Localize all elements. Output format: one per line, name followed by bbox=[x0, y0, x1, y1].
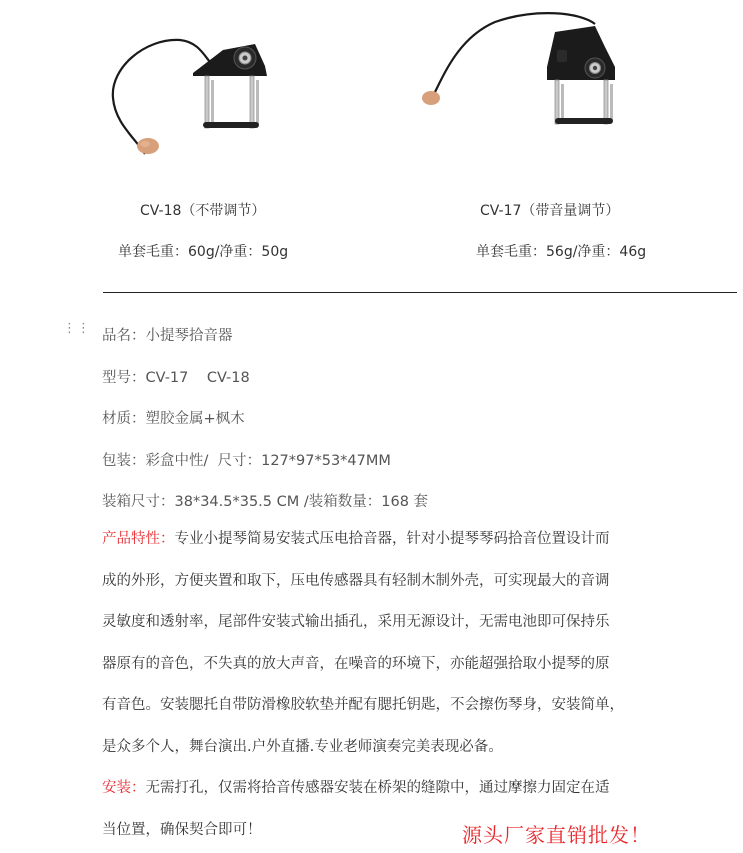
product-weight-cv17: 单套毛重：56g/净重：46g bbox=[476, 244, 647, 260]
features-label: 产品特性： bbox=[102, 531, 175, 547]
features-line-4: 器原有的音色，不失真的放大声音，在噪音的环境下，亦能超强拾取小提琴的原 bbox=[102, 655, 610, 672]
install-line-2: 当位置，确保契合即可！ bbox=[102, 821, 262, 838]
product-weight-cv18: 单套毛重：60g/净重：50g bbox=[118, 244, 289, 260]
install-line-1: 安装：无需打孔，仅需将拾音传感器安装在桥架的缝隙中，通过摩擦力固定在适 bbox=[102, 780, 610, 796]
slogan-text: 源头厂家直销批发！ bbox=[462, 823, 651, 847]
spec-packaging: 包装：彩盒中性/ 尺寸：127*97*53*47MM bbox=[102, 453, 391, 469]
features-line-6: 是众多个人，舞台演出.户外直播.专业老师演奏完美表现必备。 bbox=[102, 738, 503, 755]
install-label: 安装： bbox=[102, 780, 146, 796]
spec-material: 材质：塑胶金属+枫木 bbox=[102, 411, 245, 427]
spec-model: 型号：CV-17 CV-18 bbox=[102, 370, 250, 386]
features-line-5: 有音色。安装腮托自带防滑橡胶软垫并配有腮托钥匙，不会擦伤琴身，安装简单， bbox=[102, 697, 624, 713]
spec-carton: 装箱尺寸：38*34.5*35.5 CM /装箱数量：168 套 bbox=[102, 494, 429, 510]
product-image-cv17 bbox=[415, 12, 620, 132]
section-divider bbox=[103, 292, 737, 293]
features-paragraph bbox=[102, 519, 662, 768]
features-line-1: 产品特性：专业小提琴简易安装式压电拾音器，针对小提琴琴码拾音位置设计而 bbox=[102, 531, 610, 547]
product-image-cv18 bbox=[105, 28, 280, 158]
features-line-3: 灵敏度和透射率，尾部件安装式输出插孔，采用无源设计，无需电池即可保持乐 bbox=[102, 614, 610, 630]
product-caption-cv18: CV-18（不带调节） bbox=[140, 203, 266, 219]
features-line-2: 成的外形，方便夹置和取下，压电传感器具有轻制木制外壳，可实现最大的音调 bbox=[102, 572, 610, 589]
spec-product-name: 品名：小提琴拾音器 bbox=[102, 328, 233, 344]
drag-handle-icon[interactable]: ⋮⋮ bbox=[63, 321, 91, 336]
product-caption-cv17: CV-17（带音量调节） bbox=[480, 203, 620, 219]
